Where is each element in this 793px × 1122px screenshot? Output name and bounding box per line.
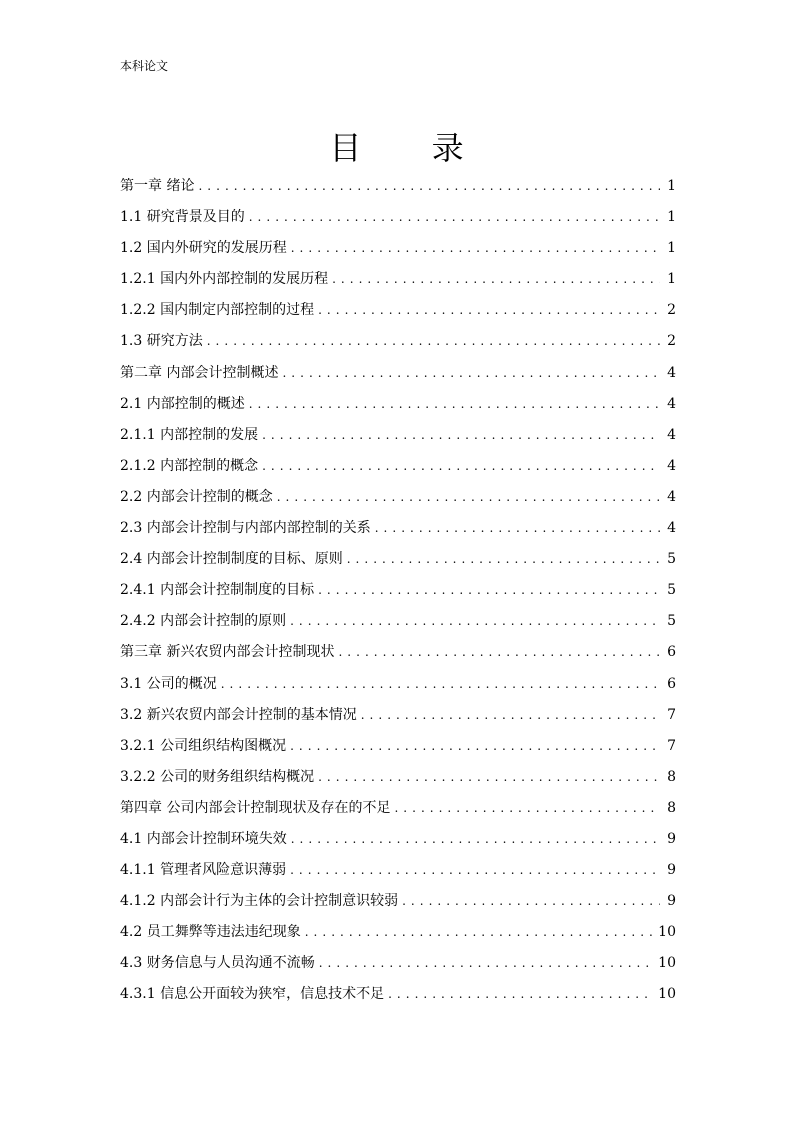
toc-entry[interactable]	[120, 453, 676, 484]
toc-entry[interactable]	[120, 981, 676, 1012]
toc-entry-title: 第一章 绪论	[120, 178, 195, 194]
toc-page-number: 5	[667, 582, 676, 599]
table-of-contents	[120, 173, 676, 1013]
toc-dot-leader	[388, 981, 654, 1007]
toc-page-number: 4	[667, 488, 676, 505]
running-header: 本科论文	[120, 59, 169, 73]
toc-dot-leader	[207, 328, 660, 354]
toc-page-number: 4	[667, 426, 676, 443]
toc-entry[interactable]	[120, 857, 676, 888]
toc-entry-title: 4.3 财务信息与人员沟通不流畅	[120, 955, 315, 972]
toc-page-number: 6	[667, 644, 676, 661]
toc-entry-title: 1.1 研究背景及目的	[120, 209, 245, 226]
toc-entry[interactable]	[120, 919, 676, 950]
toc-entry-title: 3.2.2 公司的财务组织结构概况	[120, 768, 315, 785]
toc-entry-title: 4.3.1 信息公开面较为狭窄，信息技术不足	[120, 986, 385, 1003]
toc-entry-title: 4.1.2 内部会计行为主体的会计控制意识较弱	[120, 893, 399, 910]
toc-entry[interactable]	[120, 328, 676, 359]
toc-page-number: 1	[667, 178, 676, 194]
toc-dot-leader	[290, 608, 660, 634]
toc-dot-leader	[282, 360, 660, 386]
toc-dot-leader	[305, 919, 654, 945]
toc-entry-title: 4.1.1 管理者风险意识薄弱	[120, 862, 287, 879]
toc-entry[interactable]	[120, 235, 676, 266]
toc-entry[interactable]	[120, 671, 676, 702]
toc-dot-leader	[319, 950, 654, 976]
toc-entry-title: 2.4 内部会计控制制度的目标、原则	[120, 551, 343, 568]
toc-page-number: 10	[658, 986, 676, 1003]
toc-page-number: 2	[667, 302, 676, 319]
toc-entry-title: 3.2 新兴农贸内部会计控制的基本情况	[120, 706, 357, 723]
toc-entry[interactable]	[120, 546, 676, 577]
toc-entry[interactable]	[120, 204, 676, 235]
toc-entry[interactable]	[120, 577, 676, 608]
toc-entry[interactable]	[120, 391, 676, 422]
toc-dot-leader	[262, 453, 660, 479]
toc-entry-title: 2.1.1 内部控制的发展	[120, 426, 259, 443]
toc-page-number: 2	[667, 333, 676, 350]
toc-dot-leader	[347, 546, 660, 572]
toc-entry[interactable]	[120, 422, 676, 453]
toc-entry-title: 第二章 内部会计控制概述	[120, 364, 279, 381]
toc-dot-leader	[291, 826, 660, 852]
toc-entry[interactable]	[120, 826, 676, 857]
toc-page-number: 1	[667, 240, 676, 257]
toc-entry-title: 1.2 国内外研究的发展历程	[120, 240, 287, 257]
toc-entry[interactable]	[120, 266, 676, 297]
toc-entry-title: 2.4.2 内部会计控制的原则	[120, 613, 287, 630]
toc-page-number: 7	[667, 737, 676, 754]
toc-page-number: 4	[667, 364, 676, 381]
toc-page-number: 1	[667, 271, 676, 288]
toc-entry-title: 2.3 内部会计控制与内部内部控制的关系	[120, 520, 371, 537]
toc-dot-leader	[198, 173, 660, 199]
toc-entry-title: 2.4.1 内部会计控制制度的目标	[120, 582, 315, 599]
toc-dot-leader	[394, 795, 660, 821]
toc-entry[interactable]	[120, 608, 676, 639]
toc-entry[interactable]	[120, 702, 676, 733]
toc-dot-leader	[318, 577, 660, 603]
toc-dot-leader	[318, 764, 660, 790]
toc-entry-title: 3.1 公司的概况	[120, 675, 217, 692]
toc-entry-title: 第四章 公司内部会计控制现状及存在的不足	[120, 799, 391, 816]
toc-entry-title: 3.2.1 公司组织结构图概况	[120, 737, 287, 754]
toc-dot-leader	[291, 235, 660, 261]
toc-entry-title: 第三章 新兴农贸内部会计控制现状	[120, 644, 335, 661]
toc-entry-title: 2.1.2 内部控制的概念	[120, 457, 259, 474]
toc-dot-leader	[375, 515, 660, 541]
toc-page-number: 1	[667, 209, 676, 226]
toc-page-number: 4	[667, 457, 676, 474]
toc-page-number: 6	[667, 675, 676, 692]
toc-page-number: 5	[667, 551, 676, 568]
toc-entry[interactable]	[120, 360, 676, 391]
toc-page-number: 9	[667, 862, 676, 879]
toc-dot-leader	[290, 857, 660, 883]
toc-entry[interactable]	[120, 733, 676, 764]
page-title: 目 录	[329, 129, 494, 167]
toc-entry[interactable]	[120, 515, 676, 546]
toc-page-number: 10	[658, 924, 676, 941]
toc-page-number: 10	[658, 955, 676, 972]
toc-entry-title: 2.2 内部会计控制的概念	[120, 488, 273, 505]
toc-page-number: 5	[667, 613, 676, 630]
toc-dot-leader	[338, 639, 660, 665]
toc-dot-leader	[249, 204, 660, 230]
toc-entry[interactable]	[120, 795, 676, 826]
toc-page-number: 7	[667, 706, 676, 723]
toc-entry[interactable]	[120, 173, 676, 204]
toc-dot-leader	[249, 391, 660, 417]
toc-entry-title: 1.3 研究方法	[120, 333, 203, 350]
toc-entry-title: 1.2.2 国内制定内部控制的过程	[120, 302, 315, 319]
toc-entry[interactable]	[120, 764, 676, 795]
toc-entry[interactable]	[120, 950, 676, 981]
toc-page-number: 8	[667, 799, 676, 816]
toc-page-number: 4	[667, 395, 676, 412]
toc-entry-title: 4.2 员工舞弊等违法违纪现象	[120, 924, 301, 941]
toc-dot-leader	[221, 671, 660, 697]
toc-dot-leader	[277, 484, 660, 510]
toc-entry[interactable]	[120, 639, 676, 670]
toc-dot-leader	[361, 702, 660, 728]
toc-page-number: 4	[667, 520, 676, 537]
toc-entry-title: 2.1 内部控制的概述	[120, 395, 245, 412]
toc-entry[interactable]	[120, 297, 676, 328]
toc-dot-leader	[290, 733, 660, 759]
toc-entry-title: 1.2.1 国内外内部控制的发展历程	[120, 271, 329, 288]
toc-entry[interactable]	[120, 484, 676, 515]
toc-entry-title: 4.1 内部会计控制环境失效	[120, 830, 287, 847]
toc-entry[interactable]	[120, 888, 676, 919]
toc-dot-leader	[318, 297, 660, 323]
toc-page-number: 8	[667, 768, 676, 785]
toc-dot-leader	[332, 266, 660, 292]
toc-page-number: 9	[667, 893, 676, 910]
toc-dot-leader	[402, 888, 660, 914]
toc-page-number: 9	[667, 830, 676, 847]
toc-dot-leader	[262, 422, 660, 448]
